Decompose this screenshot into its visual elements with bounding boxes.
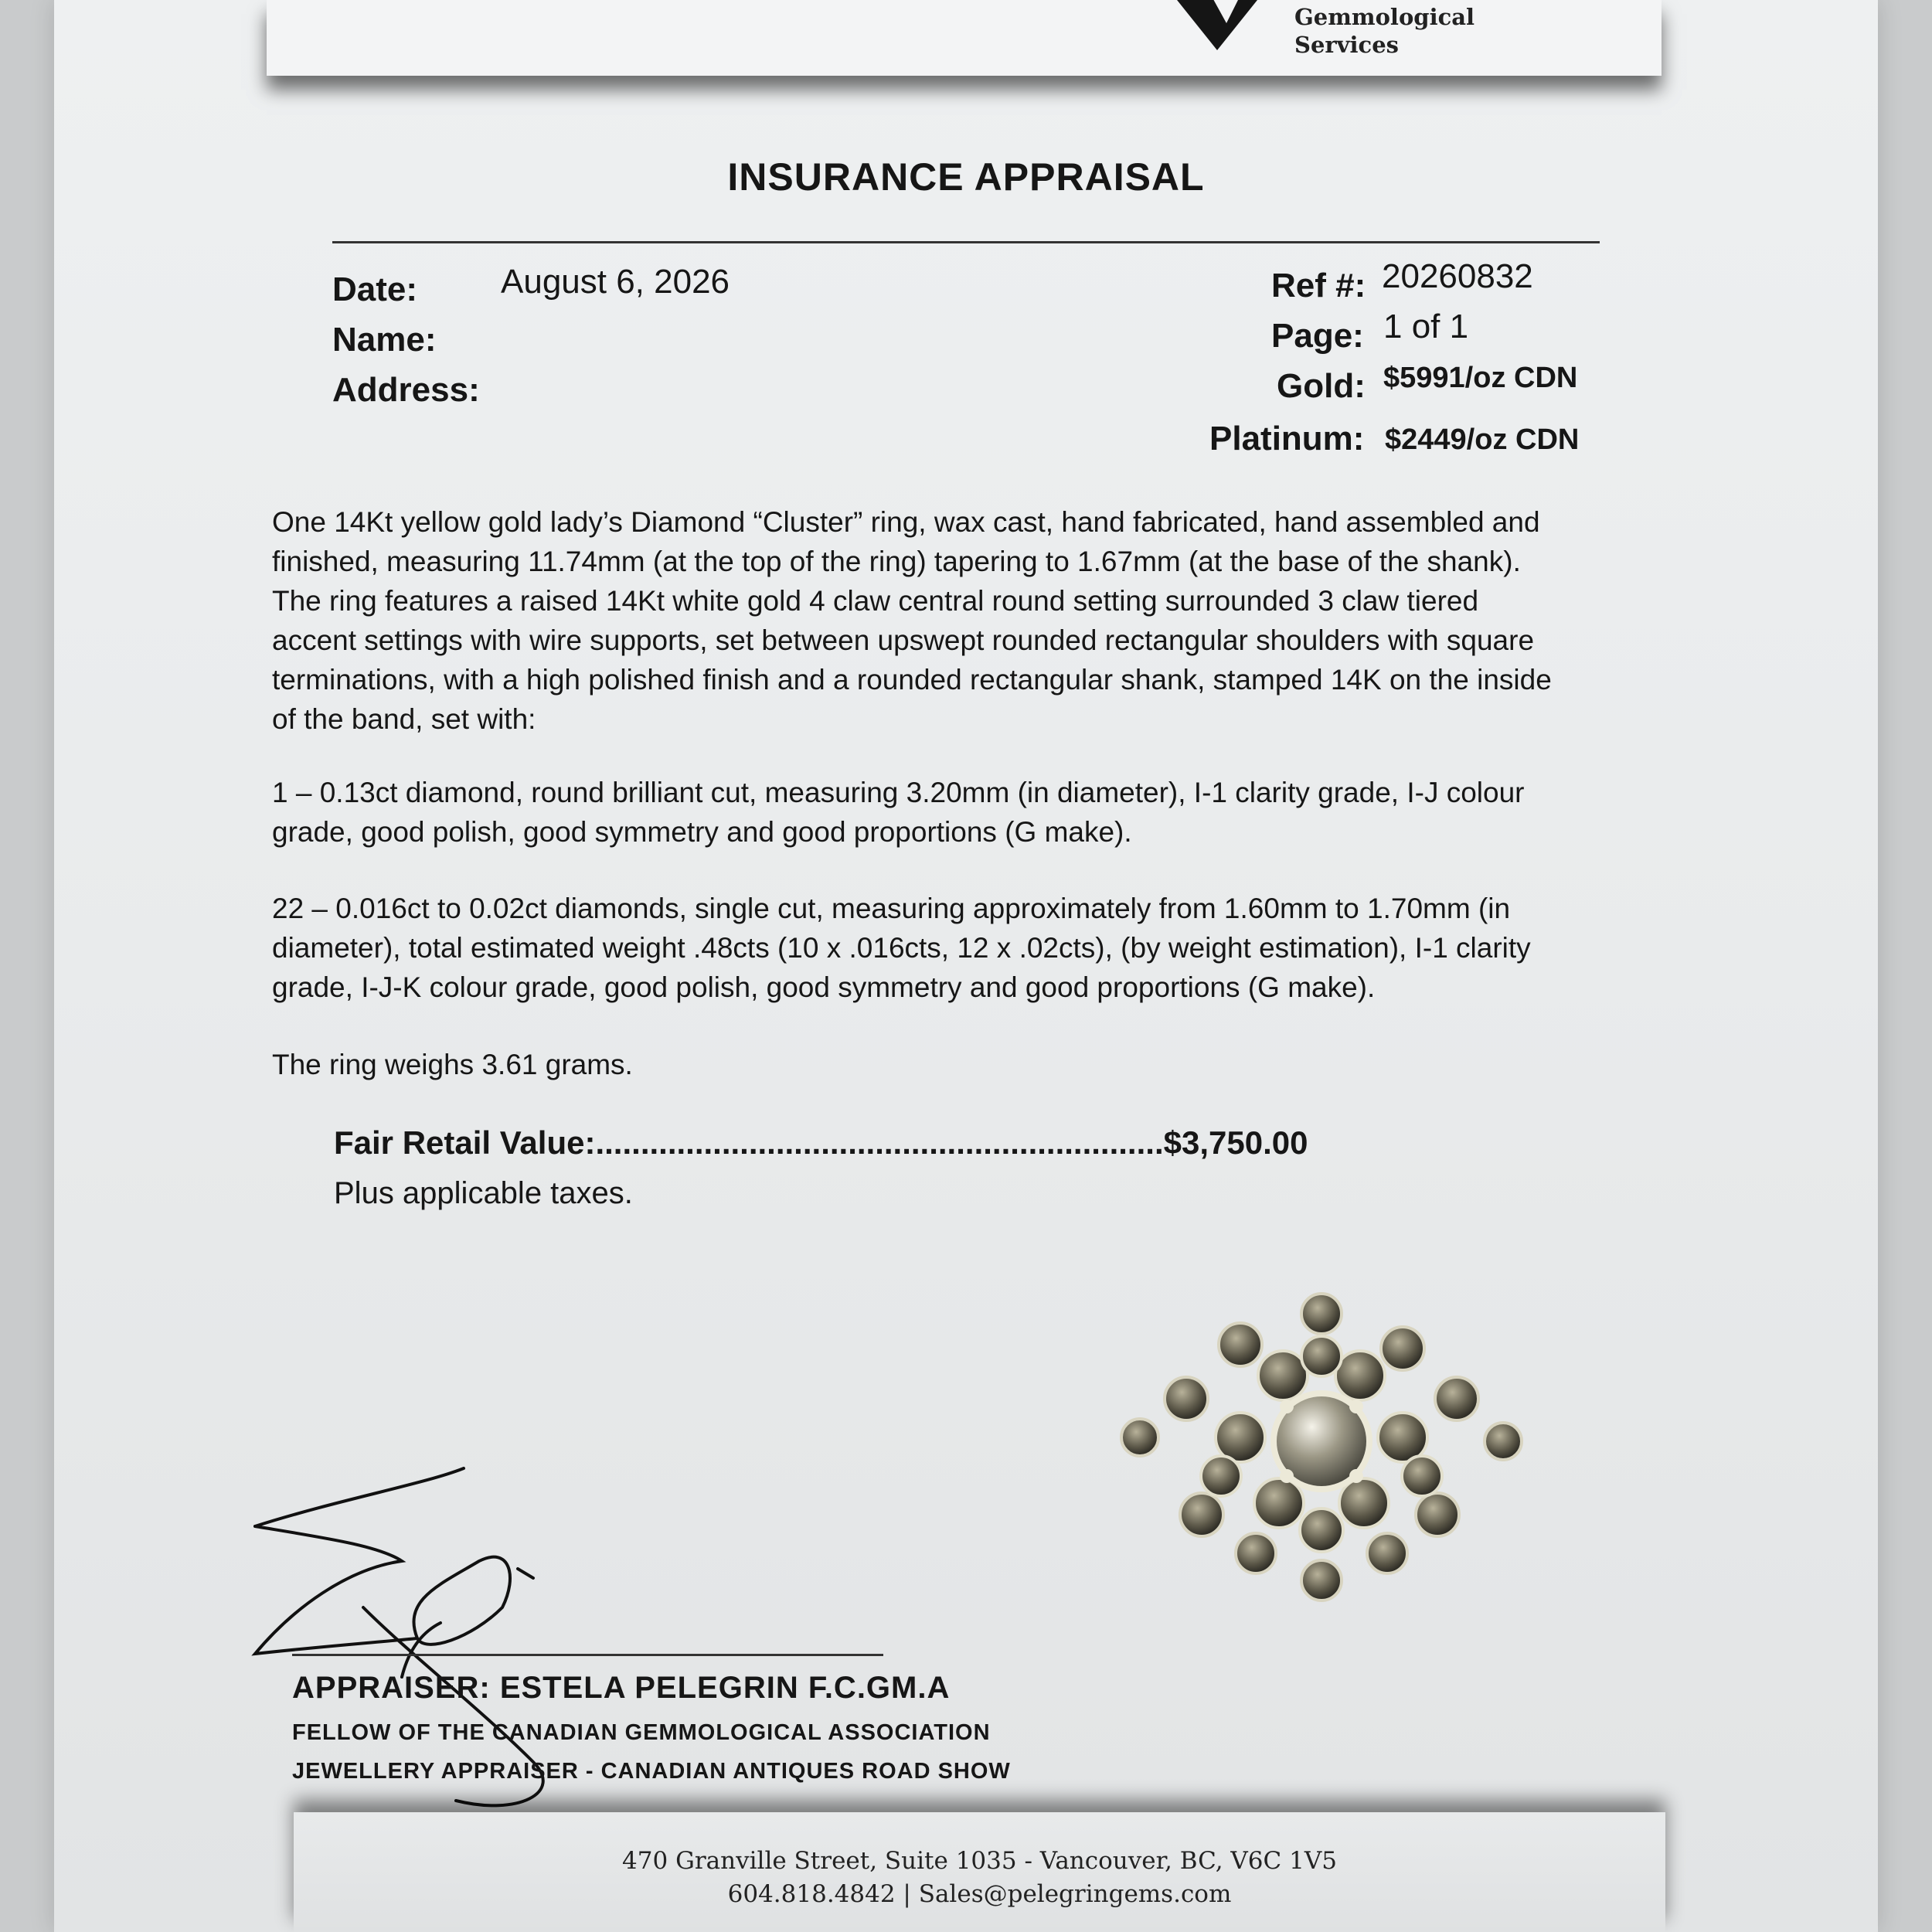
gold-label: Gold:	[1277, 367, 1366, 405]
accent-stones-description	[272, 889, 1663, 1007]
value-leader-dots: ...............................................................	[595, 1124, 1164, 1161]
stone-line: diameter), total estimated weight .48cts (10 x .016cts, 12 x .02cts), (by weight estimation), I-1 clarity	[272, 932, 1531, 964]
value-amount: $3,750.00	[1163, 1124, 1308, 1161]
stone-line: 22 – 0.016ct to 0.02ct diamonds, single cut, measuring approximately from 1.60mm to 1.70mm (in	[272, 893, 1511, 924]
gold-value: $5991/oz CDN	[1383, 362, 1578, 394]
date-label: Date:	[332, 270, 418, 308]
logo-text	[1294, 3, 1475, 59]
page-label: Page:	[1271, 317, 1364, 355]
description-line: accent settings with wire supports, set between upswept rounded rectangular shoulders with square	[272, 624, 1535, 656]
ref-label: Ref #:	[1271, 267, 1366, 304]
name-label: Name:	[332, 321, 437, 359]
footer-address: 470 Granville Street, Suite 1035 - Vancouver, BC, V6C 1V5	[622, 1847, 1337, 1875]
ref-value: 20260832	[1382, 257, 1533, 295]
description-line: finished, measuring 11.74mm (at the top of the ring) tapering to 1.67mm (at the base of the shank).	[272, 546, 1521, 577]
ring-weight: The ring weighs 3.61 grams.	[272, 1049, 633, 1080]
appraiser-credential-2: JEWELLERY APPRAISER - CANADIAN ANTIQUES ROAD SHOW	[292, 1759, 1011, 1784]
stone-line: grade, good polish, good symmetry and good proportions (G make).	[272, 816, 1132, 848]
logo-line-1: Gemmological	[1294, 4, 1475, 30]
diamond-logo-icon	[1155, 0, 1279, 58]
ring-photo	[1105, 1283, 1538, 1615]
description-line: of the band, set with:	[272, 703, 536, 735]
platinum-value: $2449/oz CDN	[1385, 423, 1580, 456]
letterhead-band	[267, 0, 1662, 76]
logo-line-2: Services	[1294, 32, 1399, 58]
fair-retail-value	[334, 1124, 1308, 1162]
footer-contact: 604.818.4842 | Sales@pelegringems.com	[727, 1880, 1232, 1908]
date-value: August 6, 2026	[501, 263, 730, 301]
address-label: Address:	[332, 371, 480, 409]
stone-line: grade, I-J-K colour grade, good polish, good symmetry and good proportions (G make).	[272, 971, 1376, 1003]
footer-band	[294, 1812, 1665, 1932]
center-stone-description	[272, 773, 1663, 852]
page-title: INSURANCE APPRAISAL	[727, 155, 1205, 199]
taxes-note: Plus applicable taxes.	[334, 1176, 633, 1210]
appraiser-credential-1: FELLOW OF THE CANADIAN GEMMOLOGICAL ASSOCIATION	[292, 1720, 991, 1745]
ring-description	[272, 502, 1663, 739]
stone-line: 1 – 0.13ct diamond, round brilliant cut, measuring 3.20mm (in diameter), I-1 clarity grade, I-J colour	[272, 777, 1525, 808]
platinum-label: Platinum:	[1209, 420, 1365, 457]
description-line: One 14Kt yellow gold lady’s Diamond “Cluster” ring, wax cast, hand fabricated, hand assembled and	[272, 506, 1540, 538]
description-line: terminations, with a high polished finish and a rounded rectangular shank, stamped 14K on the inside	[272, 664, 1552, 696]
description-line: The ring features a raised 14Kt white gold 4 claw central round setting surrounded 3 claw tiered	[272, 585, 1479, 617]
value-label: Fair Retail Value:	[334, 1124, 596, 1161]
appraiser-name: APPRAISER: ESTELA PELEGRIN F.C.GM.A	[292, 1671, 951, 1705]
page-value: 1 of 1	[1383, 308, 1469, 345]
signature-rule	[292, 1654, 883, 1656]
title-rule	[332, 241, 1600, 243]
